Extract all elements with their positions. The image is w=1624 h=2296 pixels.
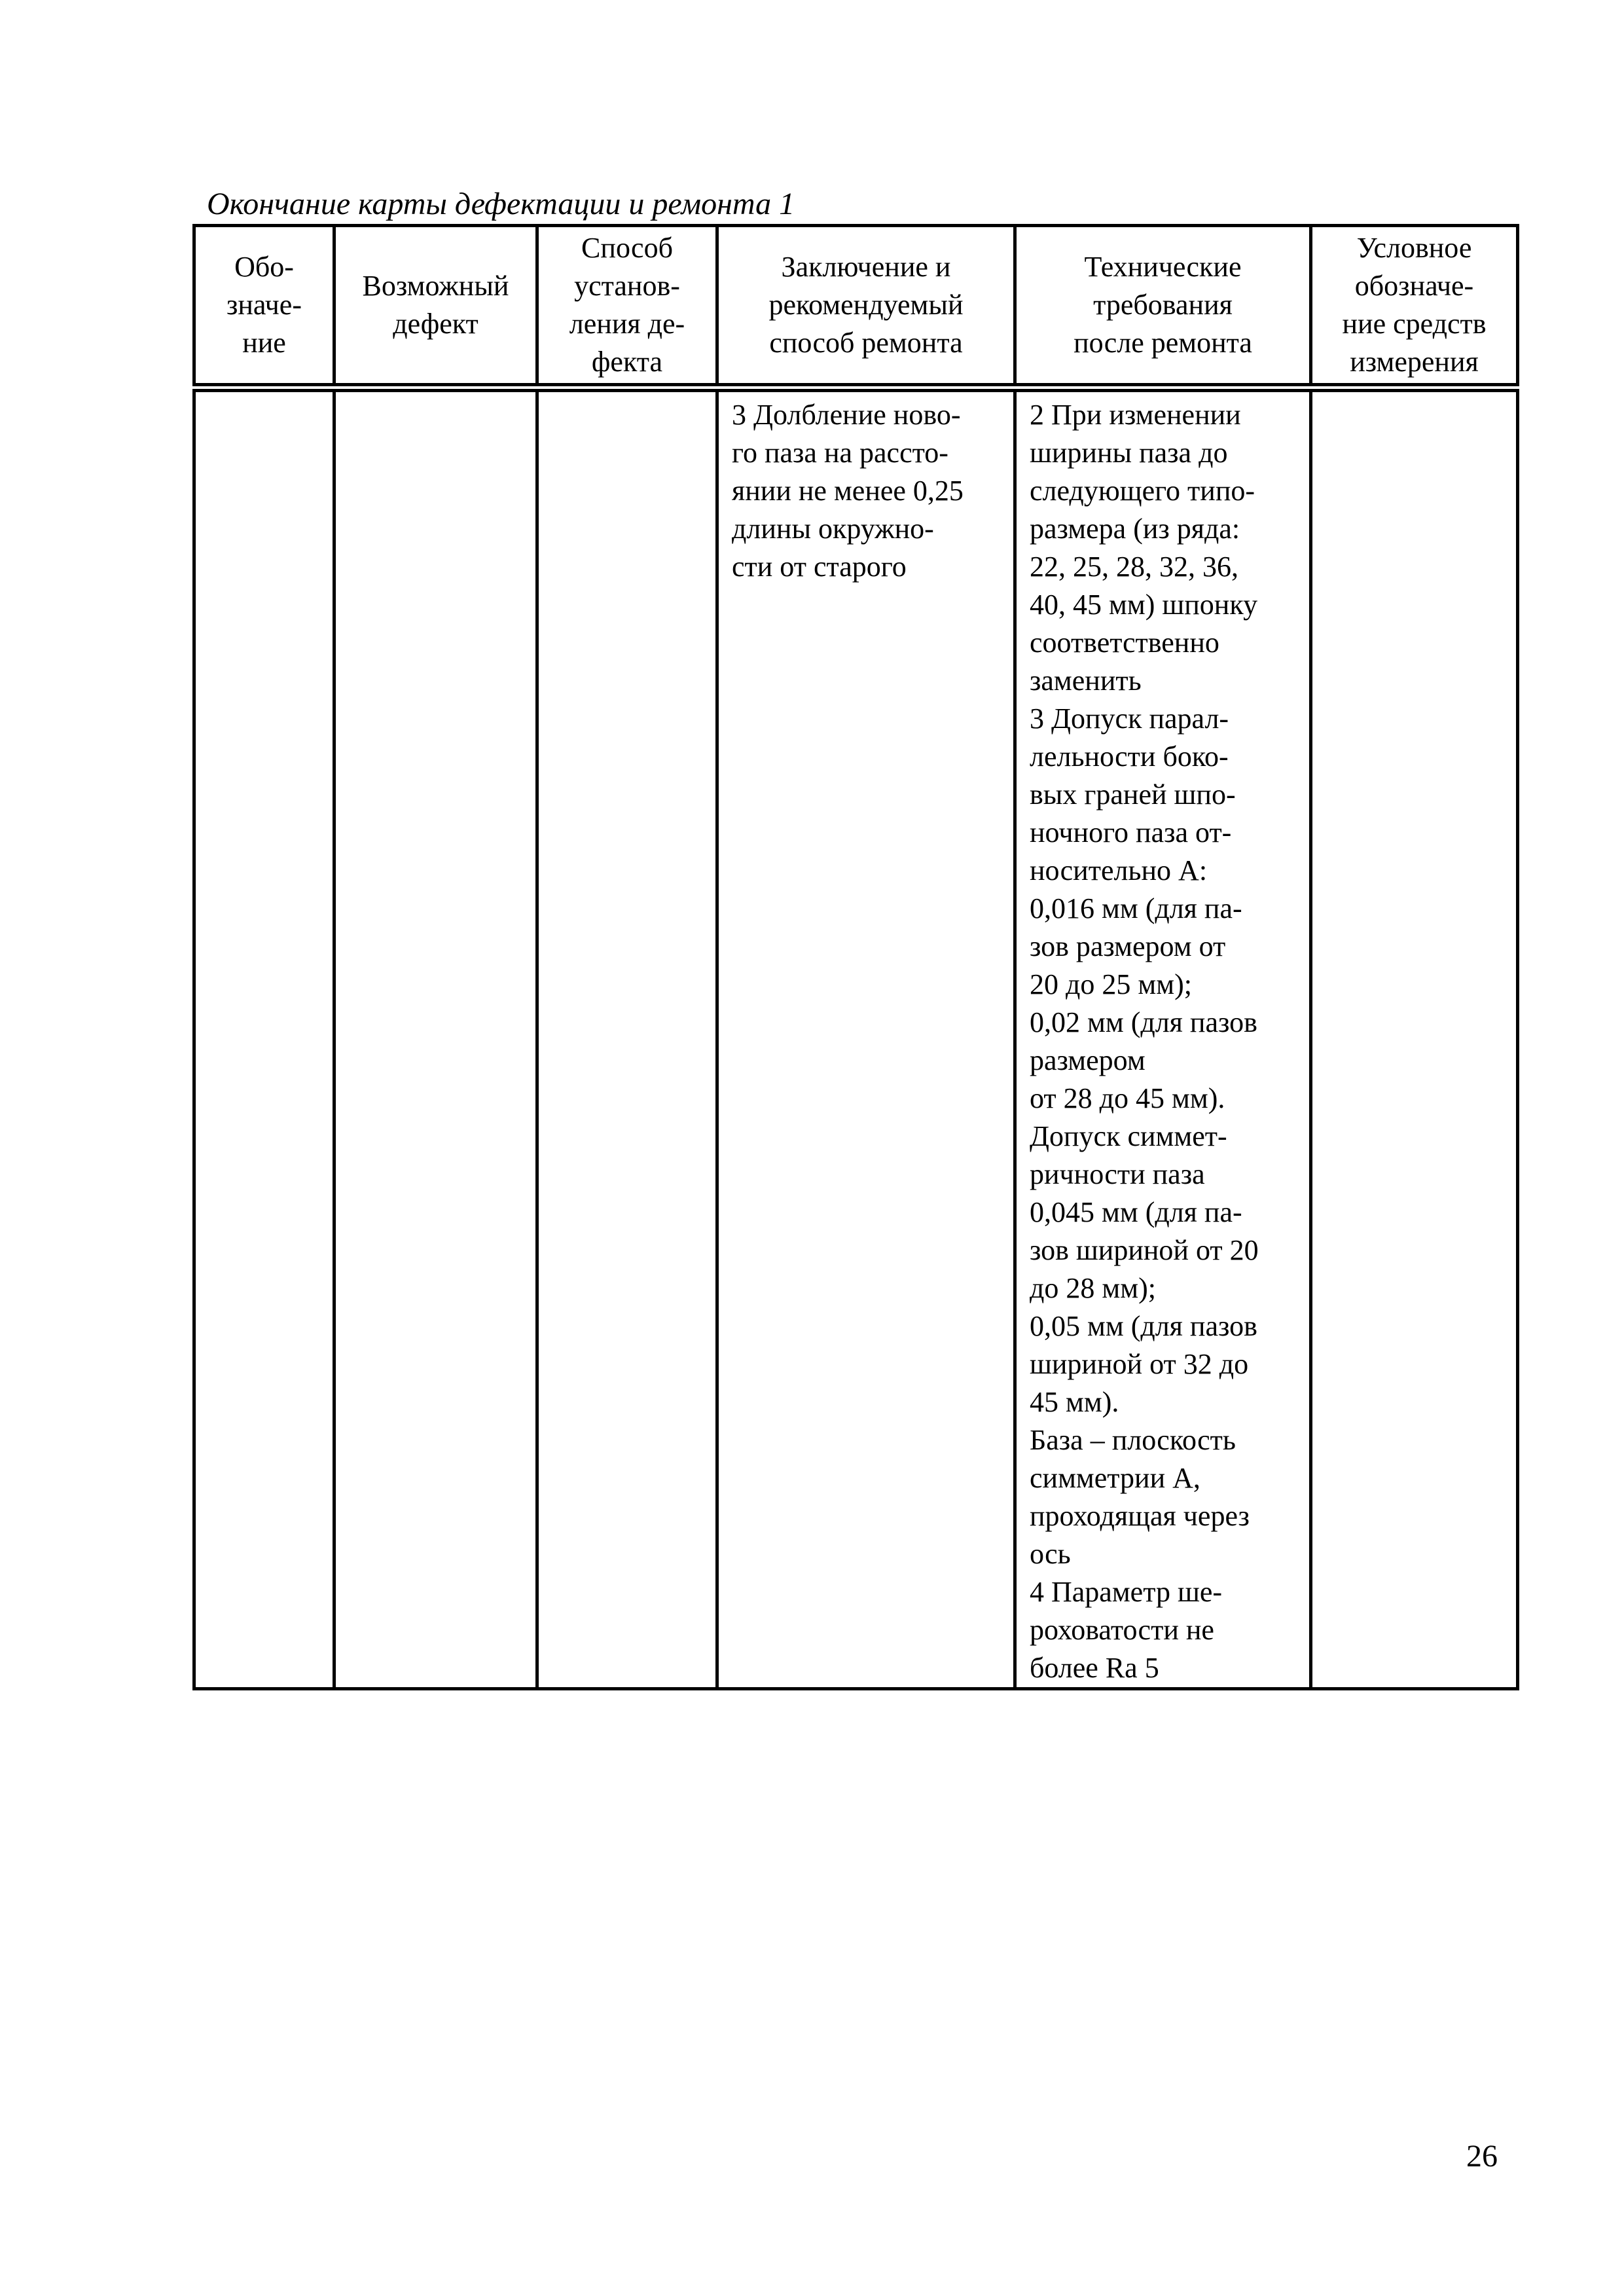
- page-number: 26: [1466, 2139, 1498, 2174]
- header-detection-method: Способ установ- ления де- фекта: [537, 226, 717, 388]
- header-measuring-tools: Условное обозначе- ние средств измерения: [1311, 226, 1518, 388]
- table-row: [194, 388, 1518, 1689]
- header-possible-defect: Возможный дефект: [334, 226, 537, 388]
- cell-measuring-tools: [1311, 388, 1518, 1689]
- table-header-row: [194, 226, 1518, 388]
- cell-detection-method: [537, 388, 717, 1689]
- header-repair-method: Заключение и рекомендуемый способ ремонта: [717, 226, 1015, 388]
- header-designation: Обо- значе- ние: [194, 226, 334, 388]
- header-technical-requirements: Технические требования после ремонта: [1015, 226, 1311, 388]
- defect-repair-table: [192, 224, 1519, 1690]
- cell-technical-requirements: 2 При изменении ширины паза до следующего типо- размера (из ряда: 22, 25, 28, 32, 36, 40, 45 мм) шпонку соответственно заменить 3 Допуск парал- лельности боко- вых граней шпо- ночного паза от- носительно А: 0,016 мм (для па- зов размером от 20 до 25 мм); 0,02 мм (для пазов размером от 28 до 45 мм). Допуск симмет- ричности паза 0,045 мм (для па- зов шириной от 20 до 28 мм); 0,05 мм (для пазов шириной от 32 до 45 мм). База – плоскость симметрии А, проходящая через ось 4 Параметр ше- роховатости не более Ra 5: [1015, 388, 1311, 1689]
- cell-possible-defect: [334, 388, 537, 1689]
- table-caption: Окончание карты дефектации и ремонта 1: [207, 187, 795, 221]
- cell-designation: [194, 388, 334, 1689]
- cell-repair-method: 3 Долбление ново- го паза на рассто- янии не менее 0,25 длины окружно- сти от старого: [717, 388, 1015, 1689]
